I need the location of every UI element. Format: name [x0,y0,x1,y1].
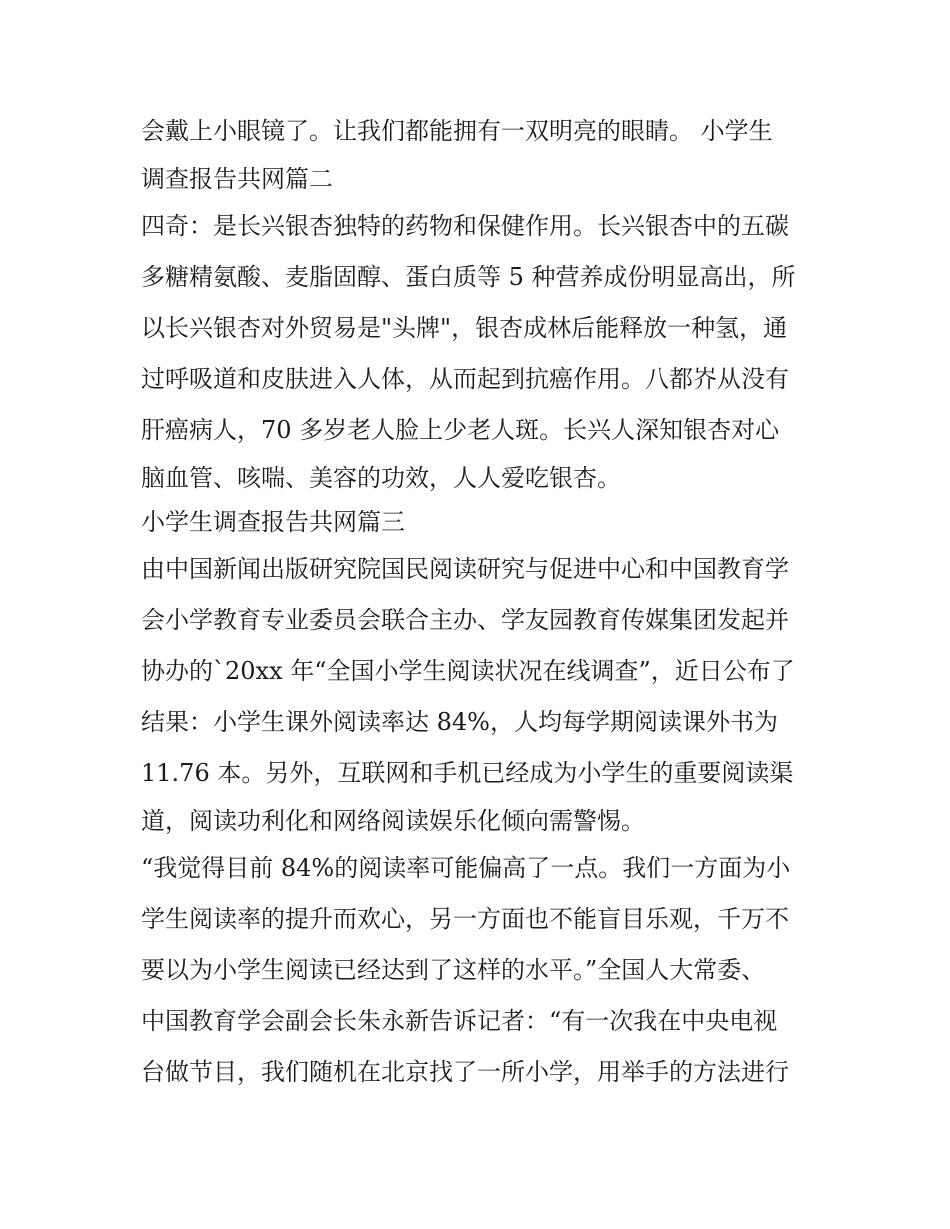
text-line: 过呼吸道和皮肤进入人体，从而起到抗癌作用。八都岕从没有 [141,365,789,393]
section-heading: 调查报告共网篇二 [141,165,333,193]
text-line: 协办的`20xx 年“全国小学生阅读状况在线调查”，近日公布了 [141,657,795,685]
text-line: 中国教育学会副会长朱永新告诉记者：“有一次我在中央电视 [141,1007,778,1035]
text-line: 道，阅读功利化和网络阅读娱乐化倾向需警惕。 [141,807,645,835]
section-heading: 小学生调查报告共网篇三 [141,508,405,536]
text-line: 四奇：是长兴银杏独特的药物和保健作用。长兴银杏中的五碳 [141,212,789,240]
text-line: 要以为小学生阅读已经达到了这样的水平。”全国人大常委、 [141,956,766,984]
text-line: 由中国新闻出版研究院国民阅读研究与促进中心和中国教育学 [141,555,789,583]
text-line: 多糖精氨酸、麦脂固醇、蛋白质等 5 种营养成份明显高出，所 [141,263,796,291]
text-line: 结果：小学生课外阅读率达 84%，人均每学期阅读课外书为 [141,708,778,736]
text-line: “我觉得目前 84%的阅读率可能偏高了一点。我们一方面为小 [141,854,791,882]
text-line: 以长兴银杏对外贸易是"头牌"，银杏成林后能释放一种氢，通 [141,314,788,342]
document-body [141,106,821,1098]
text-line: 肝癌病人，70 多岁老人脸上少老人斑。长兴人深知银杏对心 [141,416,780,444]
text-line: 会小学教育专业委员会联合主办、学友园教育传媒集团发起并 [141,606,789,634]
text-line: 台做节目，我们随机在北京找了一所小学，用举手的方法进行 [141,1058,789,1086]
text-line: 会戴上小眼镜了。让我们都能拥有一双明亮的眼睛。 小学生 [141,117,773,145]
text-line: 脑血管、咳喘、美容的功效，人人爱吃银杏。 [141,464,621,492]
text-line: 学生阅读率的提升而欢心，另一方面也不能盲目乐观，千万不 [141,905,789,933]
text-line: 11.76 本。另外，互联网和手机已经成为小学生的重要阅读渠 [141,759,794,787]
